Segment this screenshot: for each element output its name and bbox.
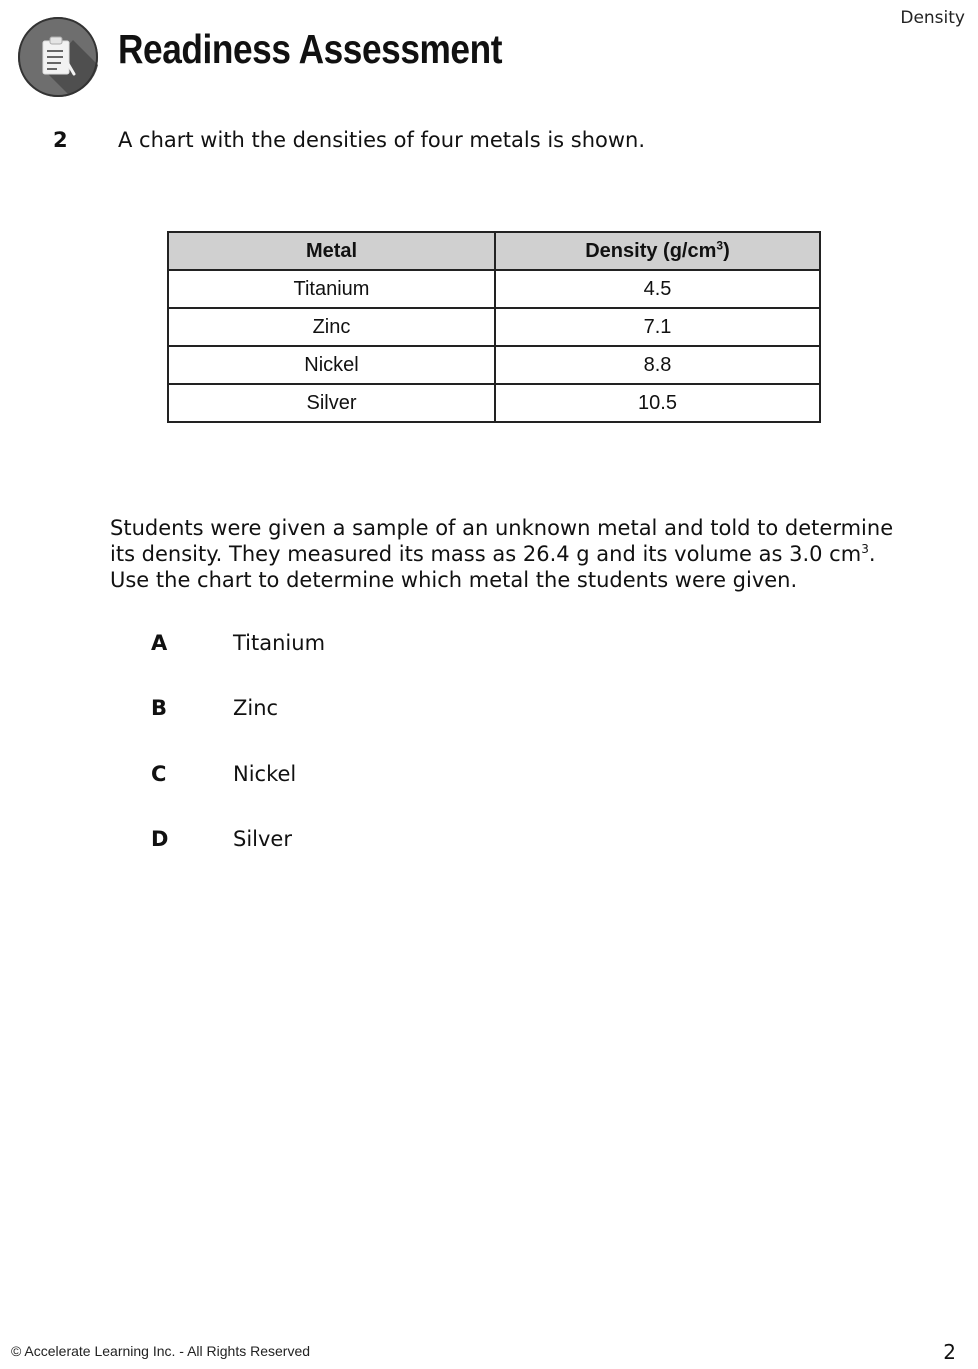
metal-cell: Zinc (168, 308, 495, 346)
passage-line-2-text: its density. They measured its mass as 26.4 g and its volume as 3.0 cm (110, 542, 862, 566)
answer-choice-b[interactable] (0, 696, 500, 724)
choice-letter: B (151, 696, 168, 720)
header-metal: Metal (168, 232, 495, 270)
question-prompt: A chart with the densities of four metals is shown. (118, 128, 646, 152)
density-table (167, 231, 821, 423)
topic-label: Density (900, 8, 965, 28)
density-cell: 4.5 (495, 270, 820, 308)
table-header-row (168, 232, 820, 270)
metal-cell: Nickel (168, 346, 495, 384)
table-row (168, 308, 820, 346)
choice-letter: C (151, 762, 167, 786)
volume-unit-exponent: 3 (861, 542, 869, 556)
passage-line-1: Students were given a sample of an unknown metal and told to determine (110, 516, 894, 540)
density-cell: 7.1 (495, 308, 820, 346)
question-passage (110, 515, 940, 593)
metal-cell: Silver (168, 384, 495, 422)
metal-cell: Titanium (168, 270, 495, 308)
copyright-notice: © Accelerate Learning Inc. - All Rights Reserved (11, 1343, 311, 1359)
header-density-exponent: 3 (716, 237, 724, 252)
density-cell: 10.5 (495, 384, 820, 422)
page-number: 2 (943, 1340, 956, 1364)
choice-text: Titanium (233, 631, 326, 655)
question-number: 2 (53, 128, 68, 152)
table-row (168, 346, 820, 384)
choice-text: Silver (233, 827, 292, 851)
choice-letter: D (151, 827, 169, 851)
passage-line-2-end: . (868, 542, 876, 566)
answer-choice-d[interactable] (0, 827, 500, 855)
passage-line-2 (110, 541, 940, 567)
header-density (495, 232, 820, 270)
passage-line-3: Use the chart to determine which metal the students were given. (110, 568, 798, 592)
clipboard-icon (17, 16, 99, 98)
choice-text: Zinc (233, 696, 279, 720)
table-row (168, 384, 820, 422)
page-title: Readiness Assessment (118, 26, 503, 72)
choice-text: Nickel (233, 762, 297, 786)
density-cell: 8.8 (495, 346, 820, 384)
choice-letter: A (151, 631, 168, 655)
answer-choice-a[interactable] (0, 631, 500, 659)
answer-choice-c[interactable] (0, 762, 500, 790)
header-density-text: Density (g/cm (585, 239, 717, 262)
header-density-close: ) (723, 239, 730, 262)
table-row (168, 270, 820, 308)
